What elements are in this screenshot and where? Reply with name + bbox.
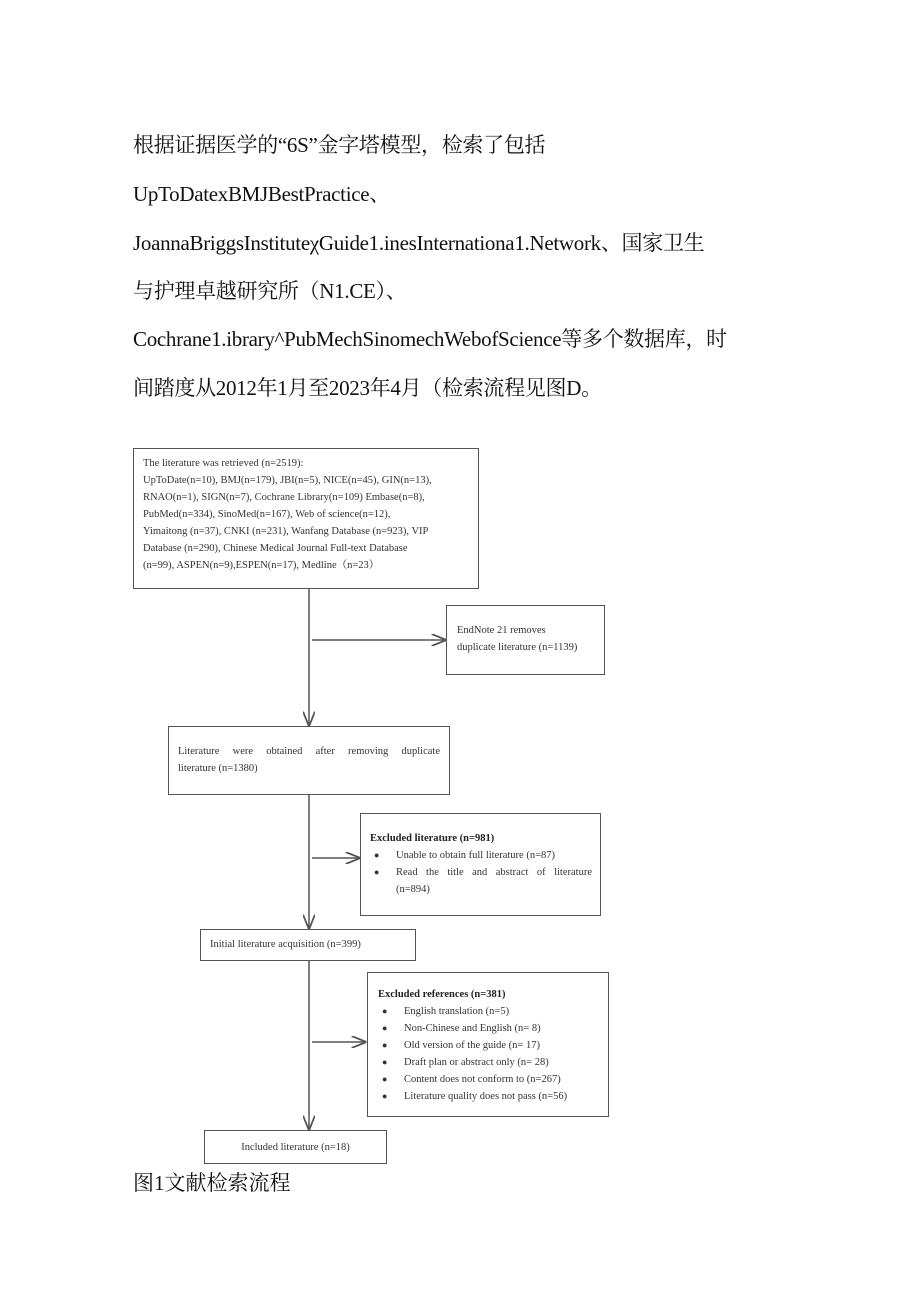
para-line-5: Cochrane1.ibrary^PubMechSinomechWebofScience等多个数据库，时 [133,327,727,351]
after-dup-line: Literature were obtained after removing duplicate [178,746,440,757]
excluded1-box [360,813,601,916]
para-line-2: UpToDatexBMJBestPractice、 [133,182,390,206]
para-line-3: JoannaBriggsInstituteχGuide1.inesInternationa1.Network、国家卫生 [133,231,705,255]
retrieved-line: (n=99), ASPEN(n=9),ESPEN(n=17), Medline（n=23） [143,560,380,571]
retrieved-line: PubMed(n=334), SinoMed(n=167), Web of science(n=12), [143,509,391,520]
excluded1-title: Excluded literature (n=981) [370,833,495,844]
after-dup-line: literature (n=1380) [178,763,258,774]
excluded1-tail: (n=894) [396,884,430,895]
figure-caption: 图1文献检索流程 [133,1171,291,1195]
para-line-1: 根据证据医学的“6S”金字塔模型，检索了包括 [133,133,546,157]
endnote-line: EndNote 21 removes [457,625,546,636]
excluded2-item: ● Content does not conform to (n=267) [378,1071,600,1088]
excluded2-item: ● Draft plan or abstract only (n= 28) [378,1054,600,1071]
retrieved-line: RNAO(n=1), SIGN(n=7), Cochrane Library(n=109) Embase(n=8), [143,492,425,503]
excluded2-box [367,972,609,1117]
retrieved-line: Database (n=290), Chinese Medical Journal Full-text Database [143,543,408,554]
included-box [204,1130,387,1164]
retrieved-line: UpToDate(n=10), BMJ(n=179), JBI(n=5), NICE(n=45), GIN(n=13), [143,475,432,486]
excluded2-item: ● Old version of the guide (n= 17) [378,1037,600,1054]
retrieved-box [133,448,479,589]
after-dup-box [168,726,450,795]
para-line-4: 与护理卓越研究所（N1.CE）、 [133,279,407,303]
initial-label: Initial literature acquisition (n=399) [210,939,361,950]
para-line-6: 间踏度从2012年1月至2023年4月（检索流程见图D。 [133,376,602,400]
endnote-line: duplicate literature (n=1139) [457,642,578,653]
initial-box [200,929,416,961]
excluded1-item: ● Unable to obtain full literature (n=87) [370,847,592,864]
excluded1-item: ● Read the title and abstract of literature [370,864,592,881]
endnote-box [446,605,605,675]
included-label: Included literature (n=18) [241,1142,350,1153]
retrieved-line: Yimaitong (n=37), CNKI (n=231), Wanfang Database (n=923), VIP [143,526,429,537]
excluded2-title: Excluded references (n=381) [378,989,506,1000]
excluded2-item: ● Literature quality does not pass (n=56) [378,1088,600,1105]
retrieved-line: The literature was retrieved (n=2519): [143,458,304,469]
excluded2-item: ● Non-Chinese and English (n= 8) [378,1020,600,1037]
excluded2-item: ● English translation (n=5) [378,1003,600,1020]
